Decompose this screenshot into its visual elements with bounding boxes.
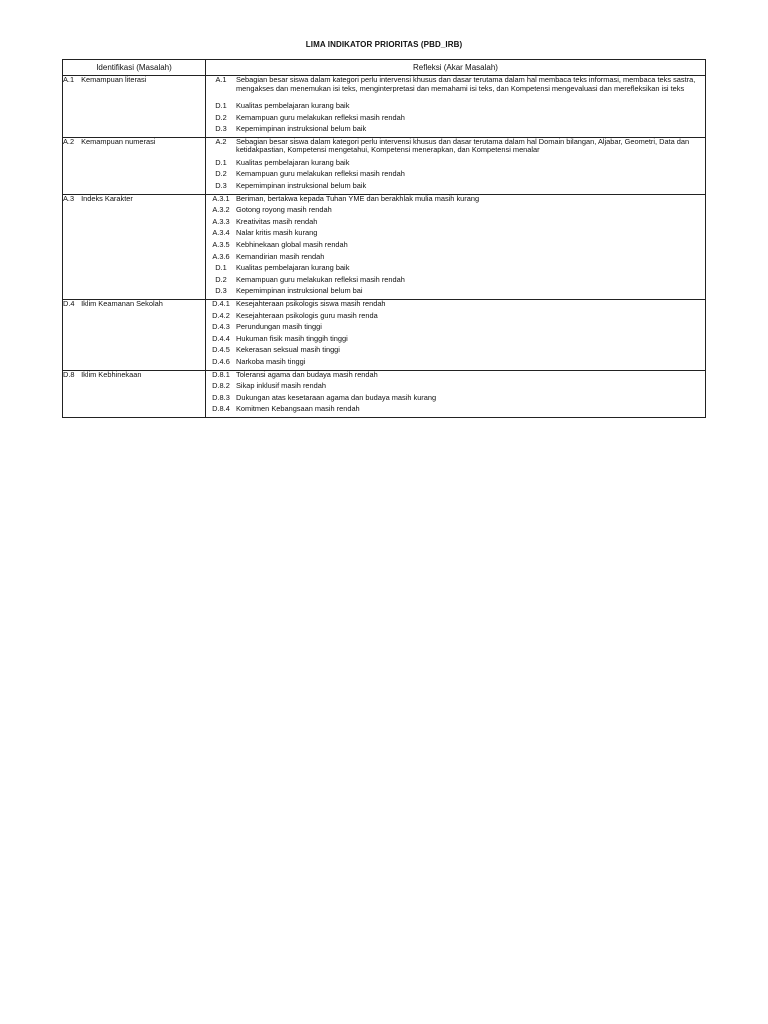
reflection-text: Sebagian besar siswa dalam kategori perlu intervensi khusus dan dasar terutama dalam hal Domain bilangan, Aljabar, Geometri, Data dan ketidakpastian, Kompetensi mengetahui, Kompetensi menerapkan, dan Kompetensi menalar	[236, 136, 690, 155]
item-code: D.4.4	[212, 333, 230, 343]
reflection-item	[206, 102, 705, 114]
reflection-main	[206, 138, 705, 155]
item-code: D.1	[215, 157, 227, 167]
item-text: Kemandirian masih rendah	[236, 251, 325, 261]
identification-code: A.1	[63, 75, 75, 84]
item-code: D.3	[215, 286, 227, 296]
table-row	[63, 194, 706, 299]
reflection-code: A.2	[215, 136, 227, 146]
identification-label: Indeks Karakter	[81, 193, 133, 203]
item-code: A.3.1	[212, 193, 230, 203]
identification-label: Iklim Kebhinekaan	[81, 369, 142, 379]
item-text: Kualitas pembelajaran kurang baik	[236, 101, 350, 111]
reflection-cell	[206, 137, 706, 194]
identification-label: Kemampuan literasi	[81, 75, 147, 84]
item-code: D.2	[215, 112, 227, 122]
identification-label: Kemampuan numerasi	[81, 136, 156, 146]
item-code: A.3.6	[212, 251, 230, 261]
item-code: D.2	[215, 169, 227, 179]
reflection-cell	[206, 299, 706, 370]
item-text: Sikap inklusif masih rendah	[236, 381, 326, 391]
reflection-text: Sebagian besar siswa dalam kategori perlu intervensi khusus dan dasar terutama dalam hal membaca teks informasi, membaca teks sastra, mengakses dan menemukan isi teks, menginterpretasi dan memahami isi teks, dan Kompetensi mengevaluasi dan merefleksikan isi teks	[236, 75, 696, 93]
item-text: Kekerasan seksual masih tinggi	[236, 345, 340, 355]
item-code: D.3	[215, 181, 227, 191]
reflection-item	[206, 241, 705, 253]
reflection-item	[206, 382, 705, 394]
reflection-item	[206, 125, 705, 137]
item-text: Toleransi agama dan budaya masih rendah	[236, 369, 378, 379]
item-text: Komitmen Kebangsaan masih rendah	[236, 404, 360, 414]
item-code: A.3.5	[212, 240, 230, 249]
item-text: Kebhinekaan global masih rendah	[236, 240, 348, 249]
identification-cell	[63, 194, 206, 299]
item-code: D.8.4	[212, 404, 230, 414]
identification-cell	[63, 137, 206, 194]
item-code: D.4.3	[212, 322, 230, 332]
reflection-main	[206, 76, 705, 93]
table-row	[63, 137, 706, 194]
item-code: D.1	[215, 263, 227, 273]
reflection-cell	[206, 370, 706, 417]
item-code: D.8.3	[212, 392, 230, 402]
indicator-table	[62, 59, 706, 418]
reflection-item	[206, 358, 705, 370]
reflection-item	[206, 300, 705, 312]
reflection-item	[206, 323, 705, 335]
identification-code: A.3	[63, 193, 75, 203]
item-code: D.4.6	[212, 356, 230, 366]
item-text: Kesejahteraan psikologis guru masih renda	[236, 310, 378, 320]
item-text: Kepemimpinan instruksional belum baik	[236, 124, 367, 134]
item-text: Kualitas pembelajaran kurang baik	[236, 263, 350, 273]
item-code: D.8.1	[212, 369, 230, 379]
identification-code: A.2	[63, 136, 75, 146]
identification-label: Iklim Keamanan Sekolah	[81, 298, 163, 308]
identification-cell	[63, 299, 206, 370]
reflection-cell	[206, 194, 706, 299]
item-text: Dukungan atas kesetaraan agama dan budaya masih kurang	[236, 392, 437, 402]
item-code: D.1	[215, 101, 227, 111]
item-text: Narkoba masih tinggi	[236, 356, 306, 366]
item-text: Gotong royong masih rendah	[236, 205, 332, 215]
table-header-row	[63, 60, 706, 76]
item-text: Kemampuan guru melakukan refleksi masih rendah	[236, 274, 405, 284]
identification-cell	[63, 76, 206, 138]
table-row	[63, 76, 706, 138]
identification-cell	[63, 370, 206, 417]
item-text: Hukuman fisik masih tinggih tinggi	[236, 333, 348, 343]
identification-code: D.8	[63, 369, 75, 379]
item-text: Kemampuan guru melakukan refleksi masih rendah	[236, 112, 405, 122]
reflection-code: A.1	[215, 75, 227, 84]
item-text: Perundungan masih tinggi	[236, 322, 322, 332]
item-code: A.3.2	[212, 205, 230, 215]
item-text: Kesejahteraan psikologis siswa masih rendah	[236, 298, 386, 308]
reflection-item	[206, 405, 705, 417]
document-title: LIMA INDIKATOR PRIORITAS (PBD_IRB)	[305, 40, 463, 49]
table-row	[63, 370, 706, 417]
item-code: D.8.2	[212, 381, 230, 391]
item-code: A.3.3	[212, 216, 230, 226]
item-code: D.4.1	[212, 298, 230, 308]
item-code: A.3.4	[212, 228, 230, 238]
item-code: D.2	[215, 274, 227, 284]
reflection-cell	[206, 76, 706, 138]
header-refleksi: Refleksi (Akar Masalah)	[206, 60, 706, 76]
reflection-item	[206, 287, 705, 299]
item-code: D.3	[215, 124, 227, 134]
item-text: Kemampuan guru melakukan refleksi masih rendah	[236, 169, 405, 179]
item-text: Kualitas pembelajaran kurang baik	[236, 157, 350, 167]
item-text: Kepemimpinan instruksional belum baik	[236, 181, 367, 191]
header-identifikasi: Identifikasi (Masalah)	[63, 60, 206, 76]
item-text: Beriman, bertakwa kepada Tuhan YME dan berakhlak mulia masih kurang	[236, 193, 480, 203]
identification-code: D.4	[63, 298, 75, 308]
item-text: Kreativitas masih rendah	[236, 216, 318, 226]
item-code: D.4.5	[212, 345, 230, 355]
reflection-item	[206, 182, 705, 194]
table-row	[63, 299, 706, 370]
item-code: D.4.2	[212, 310, 230, 320]
item-text: Kepemimpinan instruksional belum bai	[236, 286, 363, 296]
item-text: Nalar kritis masih kurang	[236, 228, 318, 238]
